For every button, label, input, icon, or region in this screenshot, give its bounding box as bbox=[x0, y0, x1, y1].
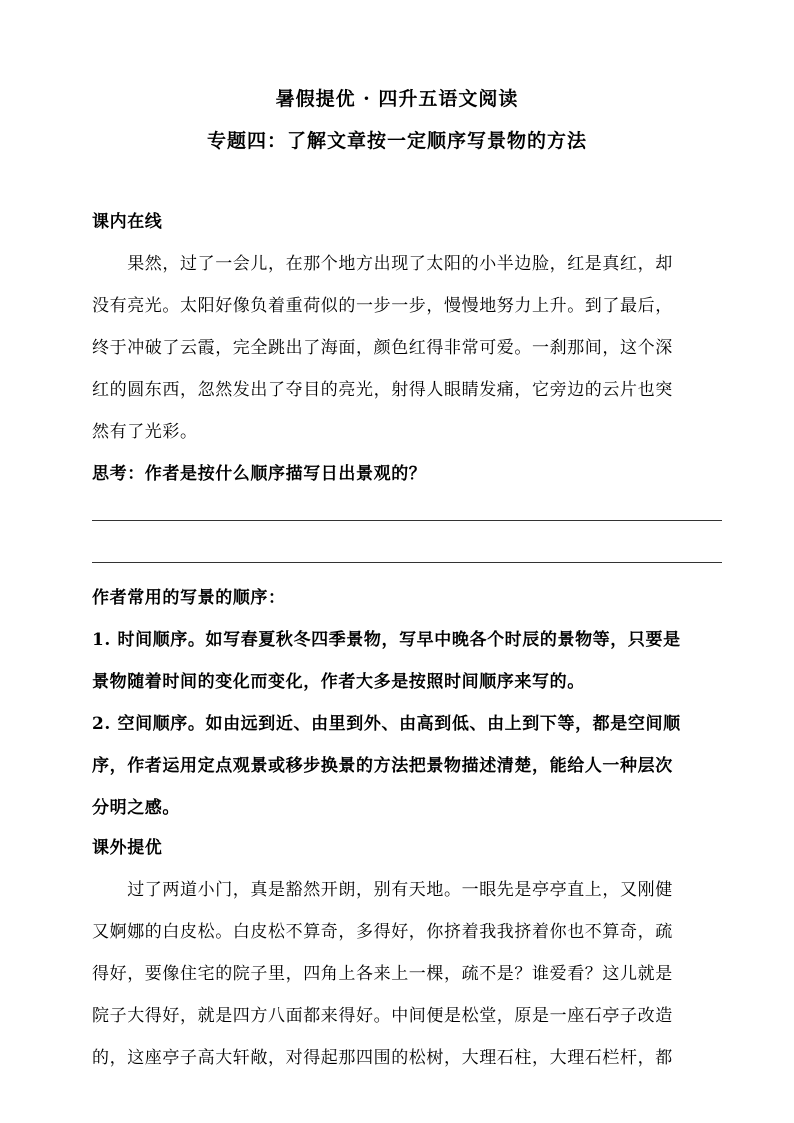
document-subtitle: 专题四：了解文章按一定顺序写景物的方法 bbox=[206, 130, 587, 152]
paragraph-line: 果然，过了一会儿，在那个地方出现了太阳的小半边脸，红是真红，却 bbox=[92, 254, 673, 274]
answer-line[interactable] bbox=[92, 520, 722, 521]
point-space-order: 2. 空间顺序。如由远到近、由里到外、由高到低、由上到下等，都是空间顺 bbox=[92, 714, 681, 734]
paragraph-line: 红的圆东西，忽然发出了夺目的亮光，射得人眼睛发痛，它旁边的云片也突 bbox=[92, 380, 673, 400]
paragraph-line: 院子大得好，就是四方八面都来得好。中间便是松堂，原是一座石亭子改造 bbox=[92, 1006, 673, 1026]
section-heading-orders: 作者常用的写景的顺序： bbox=[92, 588, 286, 608]
paragraph-line: 的，这座亭子高大轩敞，对得起那四围的松树，大理石柱，大理石栏杆，都 bbox=[92, 1048, 673, 1068]
paragraph-line: 没有亮光。太阳好像负着重荷似的一步一步，慢慢地努力上升。到了最后， bbox=[92, 296, 673, 316]
point-space-order: 序，作者运用定点观景或移步换景的方法把景物描述清楚，能给人一种层次 bbox=[92, 756, 673, 776]
point-time-order: 1. 时间顺序。如写春夏秋冬四季景物，写早中晚各个时辰的景物等，只要是 bbox=[92, 630, 681, 650]
point-time-order: 景物随着时间的变化而变化，作者大多是按照时间顺序来写的。 bbox=[92, 672, 585, 692]
document-title: 暑假提优 · 四升五语文阅读 bbox=[275, 88, 519, 110]
answer-line[interactable] bbox=[92, 562, 722, 563]
paragraph-line: 然有了光彩。 bbox=[92, 422, 198, 442]
question-text: 思考：作者是按什么顺序描写日出景观的？ bbox=[92, 464, 427, 484]
point-space-order: 分明之感。 bbox=[92, 798, 180, 818]
paragraph-line: 又婀娜的白皮松。白皮松不算奇，多得好，你挤着我我挤着你也不算奇，疏 bbox=[92, 922, 673, 942]
paragraph-line: 得好，要像住宅的院子里，四角上各来上一棵，疏不是？谁爱看？这儿就是 bbox=[92, 964, 673, 984]
section-heading-extracurricular: 课外提优 bbox=[92, 838, 163, 858]
paragraph-line: 终于冲破了云霞，完全跳出了海面，颜色红得非常可爱。一刹那间，这个深 bbox=[92, 338, 673, 358]
paragraph-line: 过了两道小门，真是豁然开朗，别有天地。一眼先是亭亭直上，又刚健 bbox=[92, 880, 673, 900]
section-heading-in-class: 课内在线 bbox=[92, 212, 163, 232]
